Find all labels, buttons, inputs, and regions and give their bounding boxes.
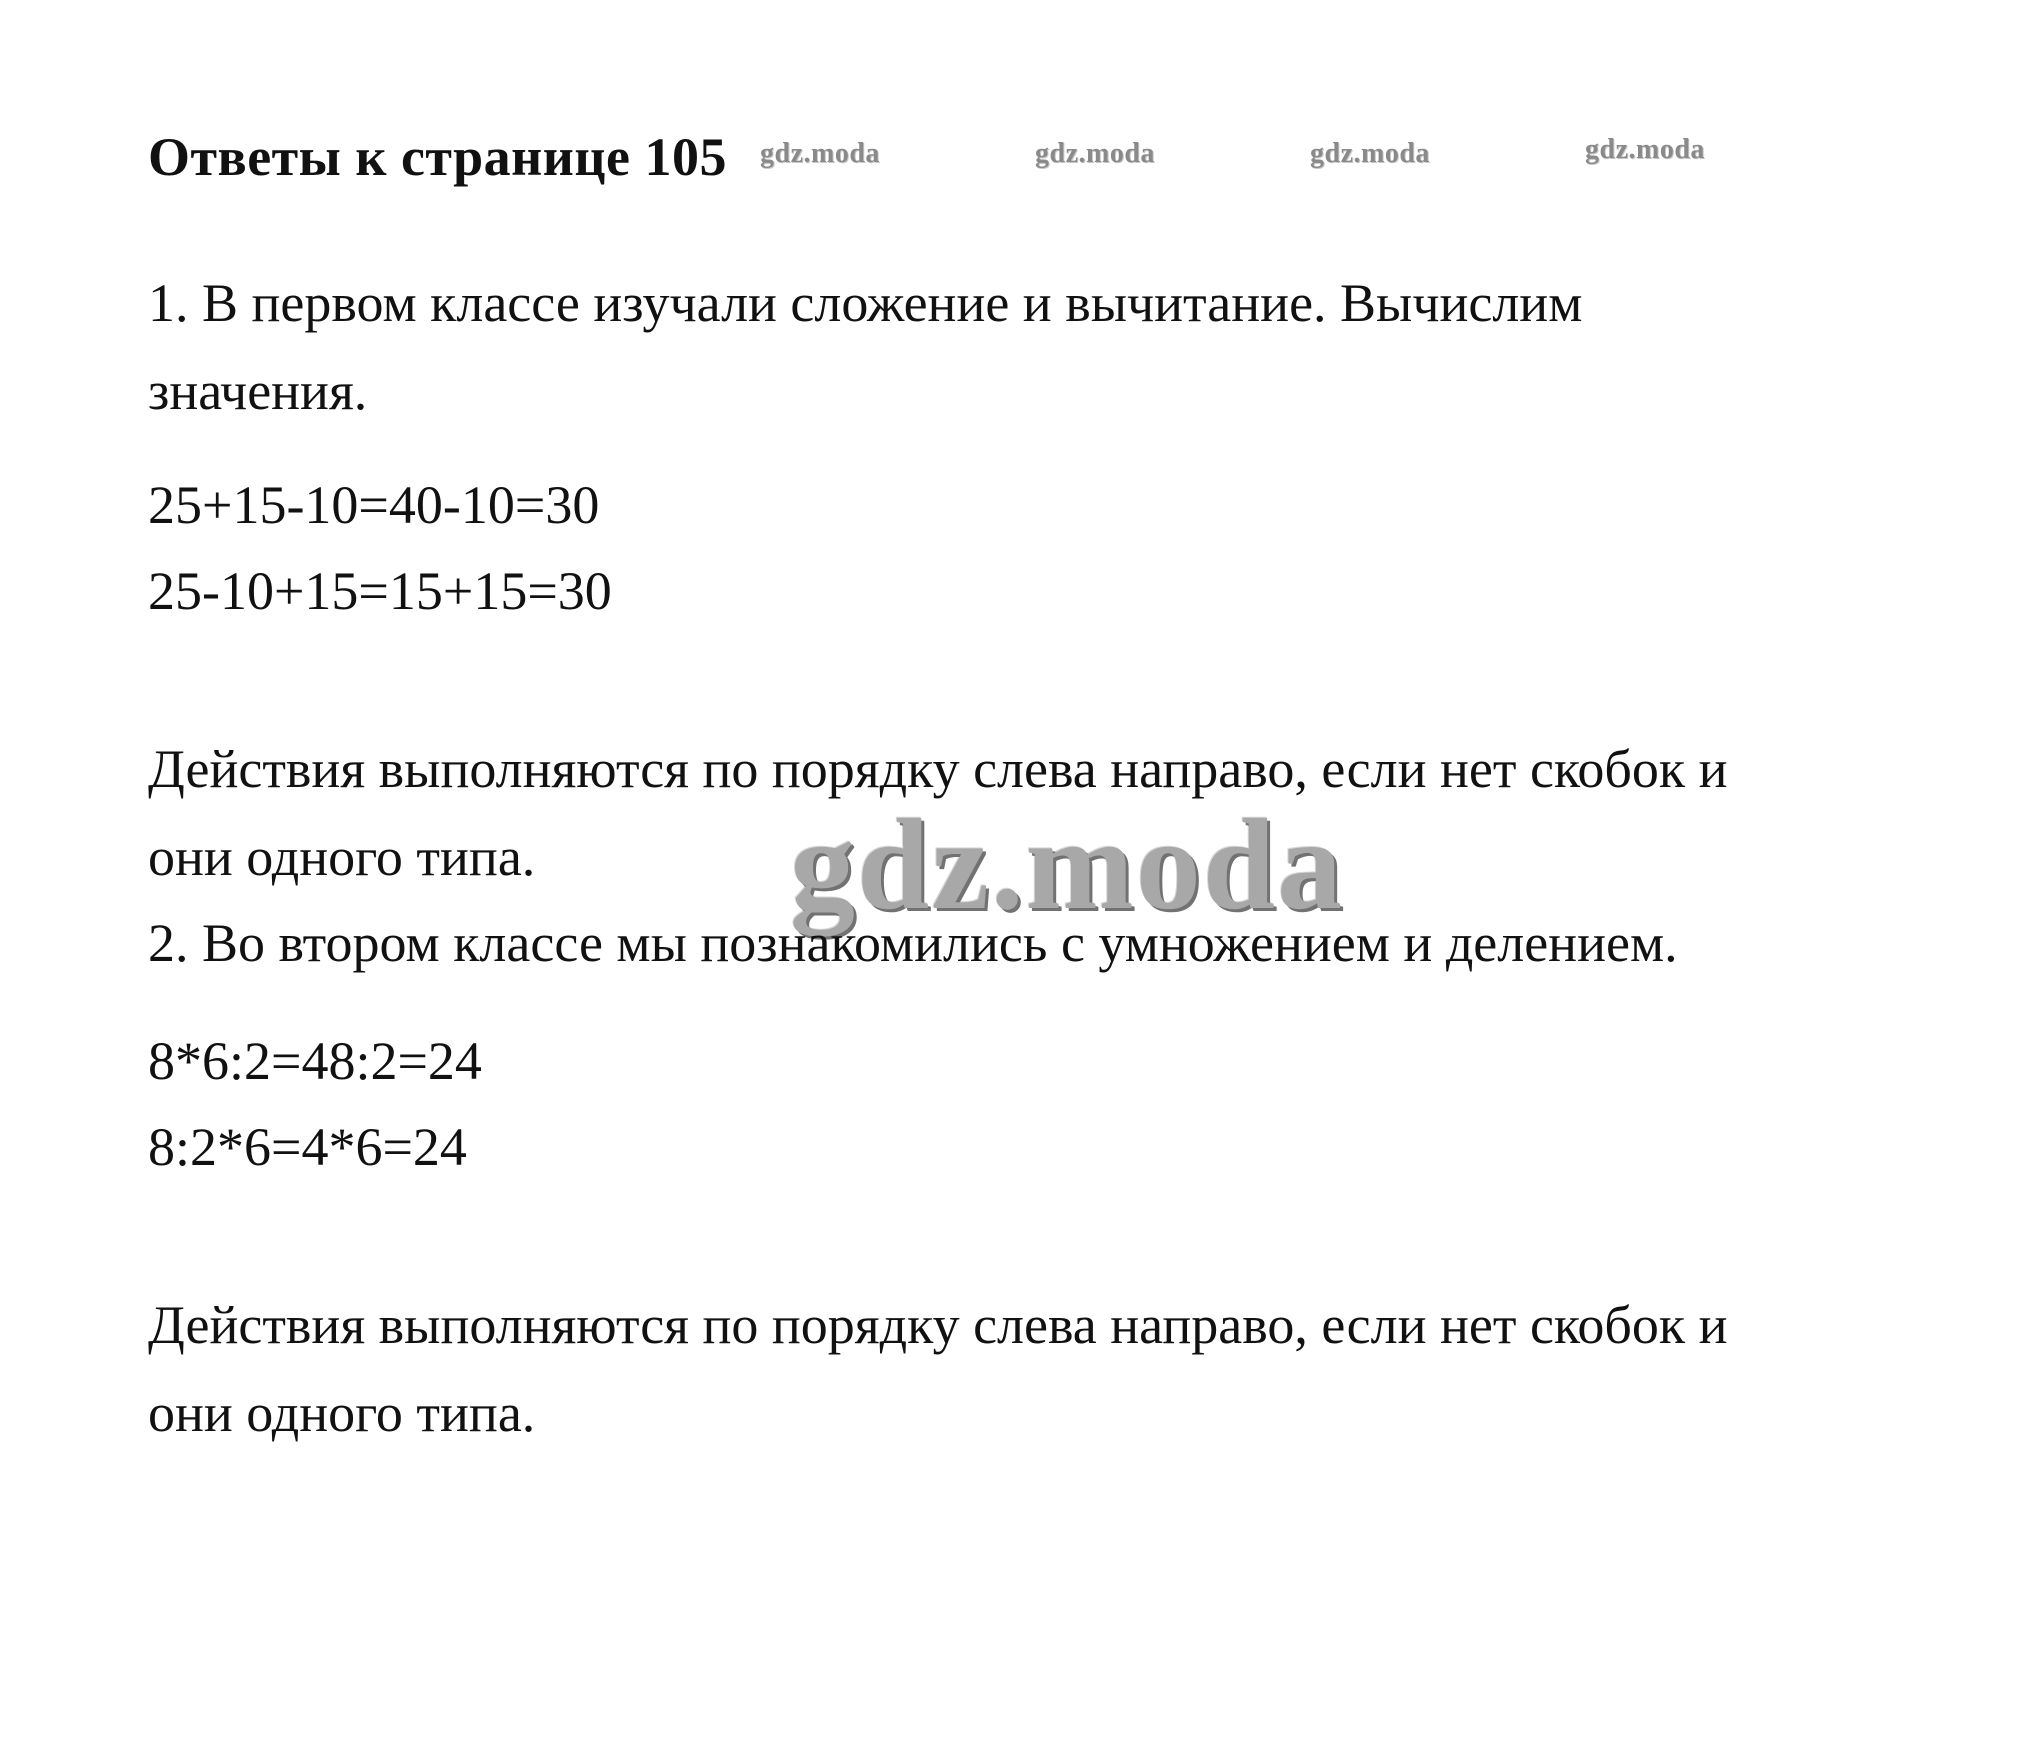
watermark-small-2: gdz.moda	[1035, 138, 1155, 169]
watermark-small-4: gdz.moda	[1585, 134, 1705, 165]
section1-expression-1: 25+15-10=40-10=30	[148, 475, 600, 535]
section2-expression-2: 8:2*6=4*6=24	[148, 1117, 467, 1177]
section2-note-line1: Действия выполняются по порядку слева направо, если нет скобок и	[148, 1295, 1728, 1355]
watermark-small-1: gdz.moda	[760, 138, 880, 169]
watermark-big: gdz.moda	[790, 793, 1345, 937]
section2-intro-line1: 2. Во втором классе мы познакомились с умножением и делением.	[148, 913, 1678, 973]
watermark-small-3: gdz.moda	[1310, 138, 1430, 169]
section1-intro-line1: 1. В первом классе изучали сложение и вычитание. Вычислим	[148, 273, 1583, 333]
page-title: Ответы к странице 105	[148, 127, 727, 187]
section1-note-line2: они одного типа.	[148, 827, 536, 887]
section2-note-line2: они одного типа.	[148, 1383, 536, 1443]
section2-expression-1: 8*6:2=48:2=24	[148, 1031, 482, 1091]
section1-intro-line2: значения.	[148, 361, 368, 421]
section1-note-line1: Действия выполняются по порядку слева направо, если нет скобок и	[148, 739, 1728, 799]
section1-expression-2: 25-10+15=15+15=30	[148, 561, 612, 621]
